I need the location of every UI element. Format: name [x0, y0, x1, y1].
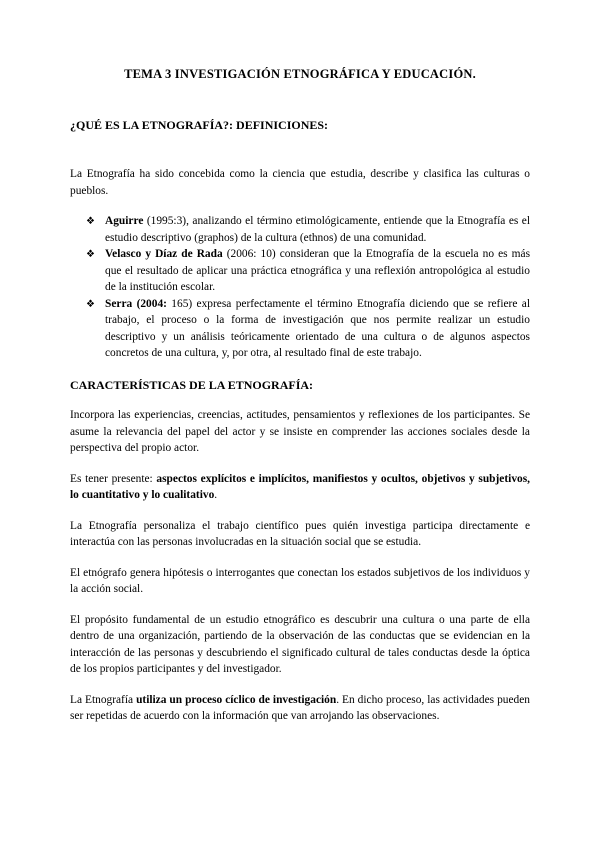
definitions-list — [70, 213, 530, 362]
diamond-bullet-icon: ❖ — [86, 298, 95, 310]
paragraph-intro: La Etnografía ha sido concebida como la ciencia que estudia, describe y clasifica las culturas o pueblos. — [70, 168, 530, 197]
paragraph-pre-text: Es tener presente: — [70, 472, 157, 485]
document-title: TEMA 3 INVESTIGACIÓN ETNOGRÁFICA Y EDUCACIÓN. — [124, 67, 476, 81]
diamond-bullet-icon: ❖ — [86, 249, 95, 260]
paragraph-proposito: El propósito fundamental de un estudio etnográfico es descubrir una cultura o una parte de ella dentro de una organización, partiendo de la observación de las conductas que se evidencian en la interacción de las personas y descubriendo el significado cultural de tales conductas desde la óptica de los propios participantes y del investigador. — [70, 613, 530, 675]
diamond-bullet-icon: ❖ — [86, 216, 95, 227]
section-heading-characteristics: CARACTERÍSTICAS DE LA ETNOGRAFÍA: — [70, 377, 314, 392]
bullet-text: 165) expresa perfectamente el término Etnografía diciendo que se refiere al trabajo, el proceso o la forma de investigación que nos permite realizar un estudio descriptivo y un análisis teóricamente orientado de una cultura o de algunos aspectos concretos de una cultura, y, por otra, al resultado final de este trabajo. — [105, 297, 530, 359]
paragraph-incorpora: Incorpora las experiencias, creencias, actitudes, pensamientos y reflexiones de los participantes. Se asume la relevancia del papel del actor y se insiste en comprender las acciones sociales desde la perspectiva del propio actor. — [70, 409, 530, 454]
paragraph-post-text: . En dicho proceso, las actividades pueden ser repetidas de acuerdo con la información que van arrojando las observaciones. — [70, 693, 530, 722]
list-item-aguirre — [70, 213, 530, 246]
paragraph-etnografo: El etnógrafo genera hipótesis o interrogantes que conectan los estados subjetivos de los individuos y la acción social. — [70, 566, 530, 595]
paragraph-bold-text: utiliza un proceso cíclico de investigación — [136, 693, 337, 706]
section-heading-definitions: ¿QUÉ ES LA ETNOGRAFÍA?: DEFINICIONES: — [70, 117, 329, 132]
paragraph-tener-presente — [70, 471, 530, 504]
paragraph-bold-text: aspectos explícitos e implícitos, manifiestos y ocultos, objetivos y subjetivos, lo cuantitativo y lo cualitativo — [70, 472, 530, 501]
list-item-velasco — [70, 246, 530, 296]
author-name: Aguirre — [105, 215, 144, 227]
bullet-text: (1995:3), analizando el término etimológicamente, entiende que la Etnografía es el estudio descriptivo (graphos) de la cultura (ethnos) de una comunidad. — [105, 215, 530, 244]
bullet-text: (2006: 10) consideran que la Etnografía de la escuela no es más que el resultado de aplicar una práctica etnográfica y una reflexión antropológica al estudio de la institución escolar. — [105, 248, 530, 293]
list-item-serra — [70, 296, 530, 362]
author-name: Velasco y Díaz de Rada — [105, 248, 223, 260]
paragraph-proceso — [70, 692, 530, 725]
paragraph-pre-text: La Etnografía — [70, 693, 137, 706]
author-name: Serra (2004: — [105, 297, 167, 310]
paragraph-personaliza: La Etnografía personaliza el trabajo científico pues quién investiga participa directamente e interactúa con las personas involucradas en la situación social que se estudia. — [70, 519, 530, 548]
paragraph-post-text: . — [214, 489, 218, 501]
